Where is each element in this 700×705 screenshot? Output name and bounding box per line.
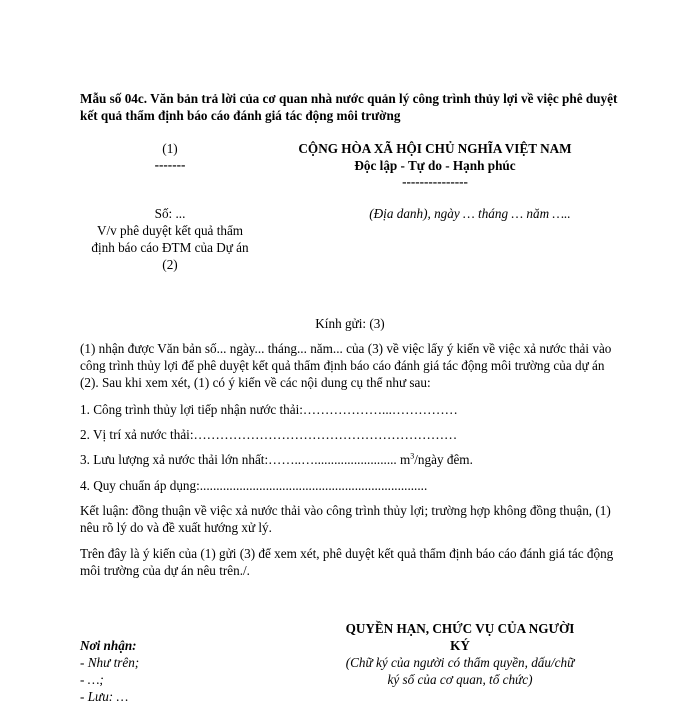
document-number: Số: ...: [154, 206, 186, 221]
signer-title-line-1: QUYỀN HẠN, CHỨC VỤ CỦA NGƯỜI: [345, 621, 575, 636]
subject-line-1: V/v phê duyệt kết quả thẩm: [96, 223, 244, 238]
conclusion-paragraph: Kết luận: đồng thuận về việc xả nước thải vào công trình thủy lợi; trường hợp không đồng thuận, (1) nêu rõ lý do và đề xuất hướng xử lý.: [80, 503, 611, 535]
item-max-flow-text: 3. Lưu lượng xả nước thải lớn nhất:……..…......................... m: [80, 452, 411, 467]
signature-note-line-2: ký số của cơ quan, tổ chức): [387, 672, 533, 687]
national-title: CỘNG HÒA XÃ HỘI CHỦ NGHĨA VIỆT NAM: [298, 141, 572, 156]
recipient-line-3: - Lưu: …: [80, 689, 129, 704]
motto-underline: ---------------: [402, 174, 468, 189]
signer-title-line-2: KÝ: [450, 638, 470, 653]
place-and-date: (Địa danh), ngày … tháng … năm …..: [369, 206, 571, 221]
salutation: Kính gửi: (3): [315, 316, 385, 331]
intro-paragraph: (1) nhận được Văn bản số... ngày... tháng... năm... của (3) về việc lấy ý kiến về việc xả nước thải vào công trình thủy lợi để phê duyệt kết quả thẩm định báo cáo đánh giá tác động môi trường của dự án (2). Sau khi xem xét, (1) có ý kiến về các nội dung cụ thể như sau:: [80, 341, 612, 390]
national-motto: Độc lập - Tự do - Hạnh phúc: [354, 158, 516, 173]
item-discharge-location: 2. Vị trí xả nước thải:……………………………………………………: [80, 427, 458, 442]
issuing-org: (1): [162, 141, 178, 156]
signature-note-line-1: (Chữ ký của người có thẩm quyền, dấu/chữ: [345, 655, 575, 670]
item-max-flow: [80, 451, 473, 468]
item-receiving-work: 1. Công trình thủy lợi tiếp nhận nước thải:………………...……………: [80, 402, 458, 417]
document-title: Mẫu số 04c. Văn bản trả lời của cơ quan nhà nước quản lý công trình thủy lợi về việc phê duyệt kết quả thẩm định báo cáo đánh giá tác động môi trường: [80, 91, 618, 123]
closing-paragraph: Trên đây là ý kiến của (1) gửi (3) để xem xét, phê duyệt kết quả thẩm định báo cáo đánh giá tác động môi trường của dự án nêu trên./.: [80, 546, 614, 578]
subject-line-2: định báo cáo ĐTM của Dự án: [91, 240, 249, 255]
item-max-flow-unit: /ngày đêm.: [414, 452, 473, 467]
subject-line-3: (2): [162, 257, 178, 272]
item-max-flow-superscript: 3: [410, 451, 415, 461]
recipient-line-2: - …;: [80, 672, 104, 687]
recipient-line-1: - Như trên;: [80, 655, 140, 670]
org-underline: -------: [154, 157, 186, 172]
item-standard: 4. Quy chuẩn áp dụng:.....................................................................: [80, 478, 428, 493]
recipients-label: Nơi nhận:: [80, 638, 137, 653]
